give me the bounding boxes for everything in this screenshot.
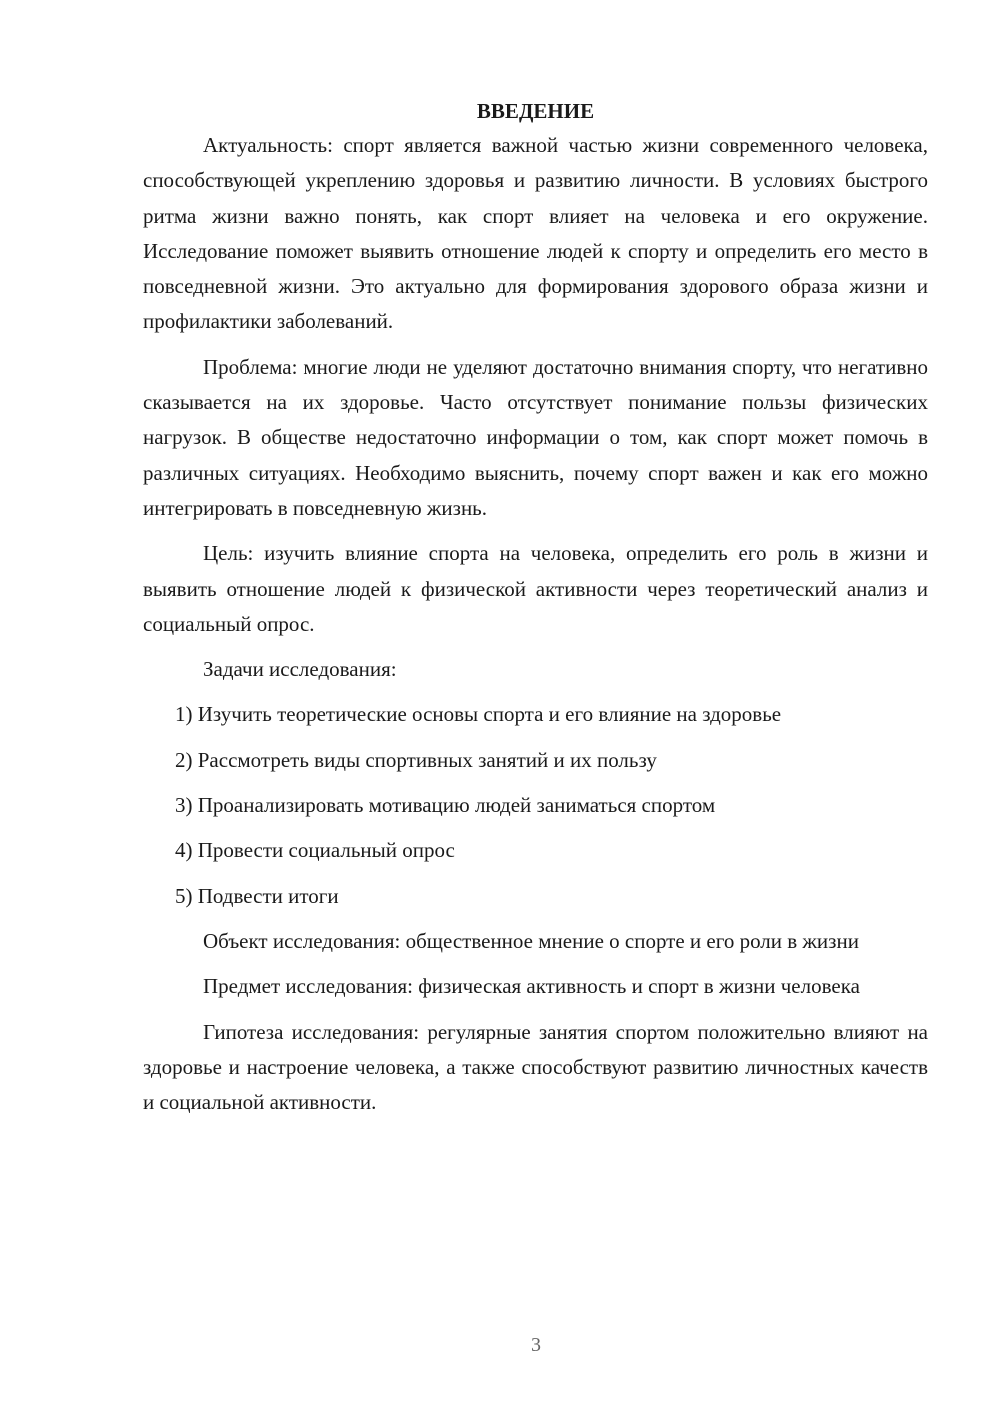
goal-paragraph: Цель: изучить влияние спорта на человека, определить его роль в жизни и выявить отношение людей к физической активности через теоретический анализ и социальный опрос. xyxy=(143,541,928,636)
tasks-heading: Задачи исследования: xyxy=(203,657,397,682)
list-item: 1) Изучить теоретические основы спорта и его влияние на здоровье xyxy=(175,702,782,727)
page-title: ВВЕДЕНИЕ xyxy=(476,99,595,123)
relevance-paragraph: Актуальность: спорт является важной частью жизни современного человека, способствующей укреплению здоровья и развитию личности. В условиях быстрого ритма жизни важно понять, как спорт влияет на человека и его окружение. Исследование поможет выявить отношение людей к спорту и определить его место в повседневной жизни. Это актуально для формирования здорового образа жизни и профилактики заболеваний. xyxy=(143,133,928,334)
list-item: 4) Провести социальный опрос xyxy=(175,838,455,863)
list-item: 2) Рассмотреть виды спортивных занятий и их пользу xyxy=(175,747,657,772)
tasks-list xyxy=(143,697,928,913)
problem-paragraph: Проблема: многие люди не уделяют достаточно внимания спорту, что негативно сказывается на их здоровье. Часто отсутствует понимание пользы физических нагрузок. В обществе недостаточно информации о том, как спорт может помочь в различных ситуациях. Необходимо выяснить, почему спорт важен и как его можно интегрировать в повседневную жизнь. xyxy=(143,354,928,520)
subject-paragraph: Предмет исследования: физическая активность и спорт в жизни человека xyxy=(203,974,860,999)
object-paragraph: Объект исследования: общественное мнение о спорте и его роли в жизни xyxy=(203,928,859,953)
list-item: 5) Подвести итоги xyxy=(175,883,339,908)
list-item: 3) Проанализировать мотивацию людей заниматься спортом xyxy=(175,793,716,818)
document-page xyxy=(143,95,928,1130)
hypothesis-paragraph: Гипотеза исследования: регулярные занятия спортом положительно влияют на здоровье и настроение человека, а также способствуют развитию личностных качеств и социальной активности. xyxy=(143,1019,928,1115)
page-number: 3 xyxy=(531,1334,541,1356)
